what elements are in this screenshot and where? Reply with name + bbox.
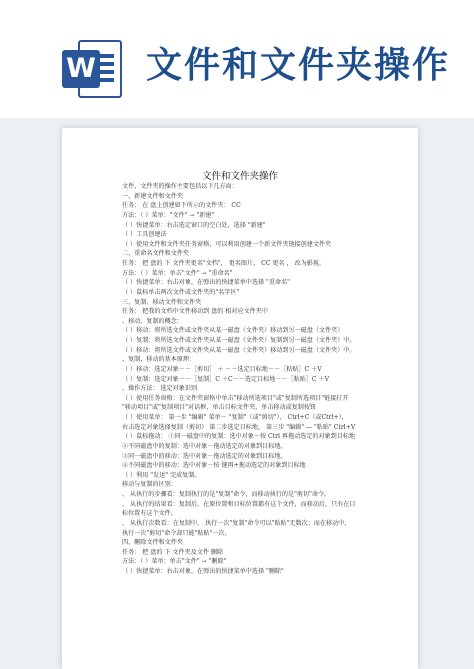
document-line: （ ）使用菜单： 第一步 "编辑" 菜单－ "复制"（或"剪切"）、 Ctrl+C（或Ctrl+）， [122, 414, 348, 421]
document-line: "移动项目"或"复制项目"对话框，单击目标文件夹，单击移动或复制按钮 [122, 404, 317, 412]
document-line: 移动与复制的区别： [122, 481, 177, 489]
document-page [62, 128, 418, 669]
document-line: 任务： 把 盘的 下 文件夹更名"文档"， 更名图片， CC 更名 ， 改为影视。 [122, 260, 325, 267]
document-line: 、复制、移动的基本原理： [122, 356, 196, 364]
document-line: 右击选定对象选择复制（剪切） 第二步选定目标地， 第三步 "编辑" ― "粘贴" Ctrl+V [122, 423, 356, 431]
document-line: ③同一磁盘中的移动：选中对象－拖动选定的对象到目标地。 [122, 452, 287, 460]
document-line: 、 从执行的结果看：复制后，在原位置和目标位置都有这个文件，而移动后，只有在目 [122, 500, 356, 508]
document-line: 方法：（ ）菜单：单击"文件" → "删除" [122, 558, 227, 566]
document-line: （ ）利用 "发送" 完成复制。 [122, 471, 201, 479]
document-line: 任务： 把我的文档中文件移动到 盘的 相对应文件夹中 [122, 308, 268, 316]
header-banner [0, 0, 474, 118]
document-line: 标位置有这个文件。 [122, 510, 177, 518]
banner-title: 文件和文件夹操作 [146, 45, 451, 86]
document-line: （ ）快捷菜单：右击对象，在弹出的快捷菜单中选择 "重命名" [122, 279, 290, 287]
document-line: 二、重命名文件和文件夹 [122, 250, 190, 258]
document-line: 方法：（ ）菜单：单击"文件" → "重命名" [122, 269, 233, 277]
document-line: 四、删除文件和文件夹 [122, 539, 183, 547]
document-line: ②不同磁盘中的复制：选中对象－拖动选定的对象到目标地。 [122, 442, 287, 450]
document-line: （ ）复制：选定对象－－［复制］C ＋C－－选定目标地－－［粘贴］C ＋V [122, 375, 330, 383]
document-line: （ ）快捷菜单：右击选定窗口的空白处，选择 "新建" [122, 221, 266, 229]
document-line: （ ）复制：将所选文件或文件夹从某一磁盘（文件夹）复制到另一磁盘（文件夹）中。 [122, 337, 356, 344]
document-line: （ ）移动：选定对象－－［剪切］ ＋ －－选定目标地－－［粘贴］C ＋V [122, 365, 322, 373]
document-line: （ ）移动：将所选文件或文件夹从某一磁盘（文件夹）移动到另一磁盘（文件夹）中。 [122, 346, 356, 354]
document-line: 任务： 把 盘的 下 文件夹及文件 删除 [122, 548, 224, 556]
document-line: 一、新建文件和文件夹 [122, 192, 183, 200]
word-app-icon [62, 40, 122, 98]
document-body [122, 182, 414, 577]
document-line: （ ）移动：将所选文件或文件夹从某一磁盘（文件夹）移动到另一磁盘（文件夹） [122, 327, 344, 335]
word-logo-letter: W [62, 50, 100, 88]
document-line: （ ）鼠标单击两次文件或文件夹的"名字区" [122, 288, 240, 296]
document-title: 文件和文件夹操作 [201, 171, 278, 182]
document-line: 、操作方法： 选定对象识别 [122, 385, 198, 393]
document-line: 任务： 在 盘上创建如下所示的文件夹： CC [122, 202, 241, 210]
document-line: 方法：（ ）菜单："文件" → "新建" [122, 211, 215, 219]
document-line: 、 从执行的步骤看：复制执行的是"复制"命令，而移动执行的是"剪切"命令。 [122, 491, 331, 498]
document-line: ④不同磁盘中的移动：选中对象－按 键再+拖动选定的对象到目标地 [122, 462, 306, 470]
document-line: 文件、文件夹的操作主要包括以下几方面： [122, 183, 238, 190]
document-line: 三、复制、移动文件和文件夹 [122, 298, 202, 306]
document-line: 执行一次"剪切"命令却只能"粘贴"一次。 [122, 529, 231, 537]
document-line: 、移动、复制的概念： [122, 317, 183, 325]
document-line: （ ）工具创建法 [122, 231, 167, 239]
document-line: 、 从执行次数看：在复制中， 执行一次"复制"命令可以"粘贴"无数次；而在移动中， [122, 519, 351, 527]
document-line: （ ）使用文件和文件夹任务窗格，可以利用创建一个新文件夹链接创建文件夹 [122, 240, 332, 248]
document-line: （ ）鼠标拖动： ①同一磁盘中的复制：选中对象－按 Ctrl 再拖动选定的对象到目标地 [122, 433, 356, 441]
document-line: （ ）快捷菜单：右击对象，在弹出的快捷菜单中选择 "删除" [122, 568, 284, 575]
document-line: （ ）使用任务窗格：在文件夹窗格中单击"移动所选项目"或"复制所选项目"链接打开 [122, 394, 349, 402]
